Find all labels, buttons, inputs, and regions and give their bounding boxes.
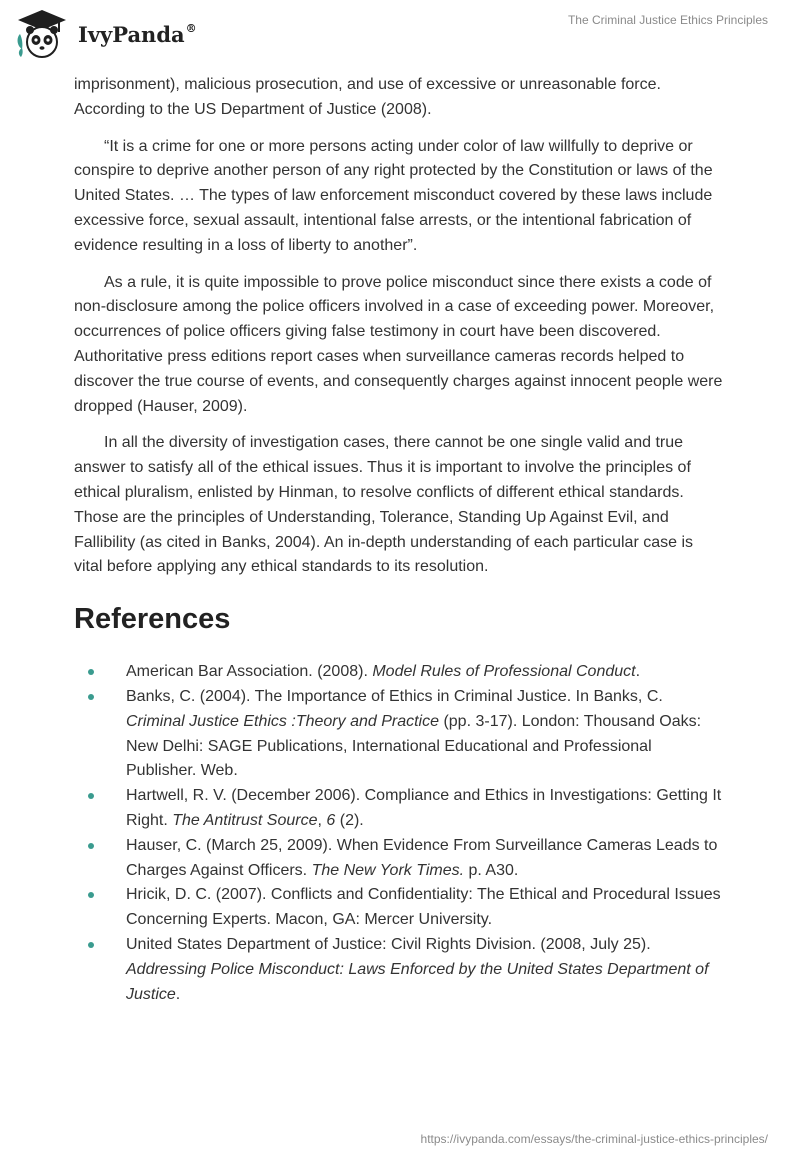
- block-quote-paragraph: “It is a crime for one or more persons acting under color of law willfully to deprive or conspire to deprive another person of any right protected by the Constitution or laws of the United States. … The types of law enforcement misconduct covered by these laws include excessive force, sexual assault, intentional false arrests, or the intentional fabrication of evidence resulting in a loss of liberty to another”.: [74, 137, 713, 254]
- paragraph: As a rule, it is quite impossible to prove police misconduct since there exists a code of non-disclosure among the police officers involved in a case of exceeding power. Moreover, occurrences of police officers giving false testimony in court have been discovered. Authoritative press editions report cases when surveillance cameras records helped to discover the true course of events, and consequently charges against innocent people were dropped (Hauser, 2009).: [74, 273, 723, 415]
- reference-item: Hauser, C. (March 25, 2009). When Evidence From Surveillance Cameras Leads to Charges Against Officers. The New York Times. p. A30.: [74, 834, 724, 884]
- references-heading: References: [74, 603, 231, 636]
- reference-item: Hricik, D. C. (2007). Conflicts and Confidentiality: The Ethical and Procedural Issues Concerning Experts. Macon, GA: Mercer University.: [74, 883, 724, 933]
- bullet-icon: [88, 669, 94, 675]
- source-url-link[interactable]: https://ivypanda.com/essays/the-criminal-justice-ethics-principles/: [420, 1132, 768, 1146]
- bullet-icon: [88, 694, 94, 700]
- references-list: [74, 660, 724, 1007]
- document-title: The Criminal Justice Ethics Principles: [567, 13, 768, 27]
- reference-item: Banks, C. (2004). The Importance of Ethics in Criminal Justice. In Banks, C. Criminal Justice Ethics :Theory and Practice (pp. 3-17). London: Thousand Oaks: New Delhi: SAGE Publications, International Educational and Professional Publisher. Web.: [74, 685, 724, 784]
- essay-content: [74, 73, 724, 1007]
- page-header: [0, 0, 800, 70]
- reference-item: United States Department of Justice: Civil Rights Division. (2008, July 25). Addressing Police Misconduct: Laws Enforced by the United States Department of Justice.: [74, 933, 724, 1007]
- reference-item: Hartwell, R. V. (December 2006). Compliance and Ethics in Investigations: Getting It Right. The Antitrust Source, 6 (2).: [74, 784, 724, 834]
- panda-logo-icon: [14, 8, 70, 60]
- bullet-icon: [88, 942, 94, 948]
- bullet-icon: [88, 843, 94, 849]
- paragraph: imprisonment), malicious prosecution, and use of excessive or unreasonable force. According to the US Department of Justice (2008).: [74, 76, 661, 118]
- ivypanda-logo[interactable]: [14, 8, 214, 60]
- brand-name: IvyPanda®: [78, 22, 197, 47]
- paragraph: In all the diversity of investigation cases, there cannot be one single valid and true answer to satisfy all of the ethical issues. Thus it is important to involve the principles of ethical pluralism, enlisted by Hinman, to resolve conflicts of different ethical standards. Those are the principles of Understanding, Tolerance, Standing Up Against Evil, and Fallibility (as cited in Banks, 2004). An in-depth understanding of each particular case is vital before applying any ethical standards to its resolution.: [74, 434, 694, 576]
- reference-item: American Bar Association. (2008). Model Rules of Professional Conduct.: [74, 660, 724, 685]
- bullet-icon: [88, 892, 94, 898]
- bullet-icon: [88, 793, 94, 799]
